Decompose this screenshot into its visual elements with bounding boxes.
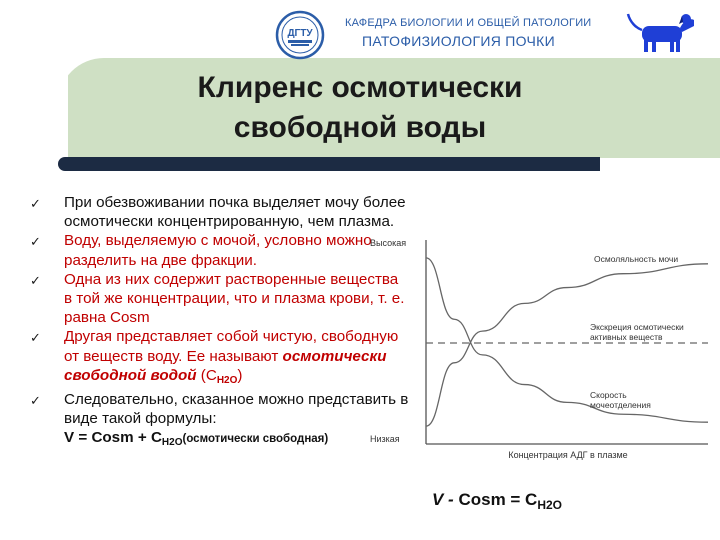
- formula-main: Cosm = C: [458, 490, 538, 509]
- checkmark-icon: ✓: [30, 393, 41, 409]
- bullet-4-italic: осмотически свободной водой: [64, 347, 387, 384]
- legend-urine-osmolality: Осмоляльность мочи: [594, 254, 679, 264]
- formula-v: V -: [432, 490, 459, 509]
- adh-chart: [368, 232, 720, 464]
- bullet-2: [30, 231, 410, 269]
- bullet-5-formula-subscript: H2O: [161, 437, 183, 449]
- bullet-1-text: При обезвоживании почка выделяет мочу более осмотически концентрированную, чем плазма.: [64, 194, 406, 231]
- legend-osmotic-excretion: Экскреция осмотически активных веществ: [590, 322, 684, 342]
- bullet-3: [30, 270, 410, 328]
- slide-title: [150, 68, 570, 148]
- header-bar: [0, 0, 720, 58]
- bullet-4: [30, 327, 410, 390]
- checkmark-icon: ✓: [30, 196, 41, 211]
- logo-text: ДГТУ: [287, 28, 313, 39]
- legend-osmotic-excretion-box: [590, 322, 718, 352]
- bullet-5-text: Следовательно, сказанное можно представить в виде такой формулы:: [64, 391, 409, 428]
- title-divider: [58, 157, 600, 171]
- title-line-1: Клиренс осмотически: [197, 71, 523, 104]
- legend-urine-flow-rate: Скорость мочеотделения: [590, 390, 651, 410]
- dachshund-icon: [624, 10, 696, 54]
- bullet-5-formula: V = Cosm + C: [64, 429, 162, 447]
- bullet-list: [30, 193, 410, 453]
- bullet-4-paren-open: (С: [196, 366, 217, 384]
- bullet-2-text: Воду, выделяемую с мочой, условно можно разделить на две фракции.: [64, 232, 372, 269]
- bullet-1: [30, 193, 410, 231]
- title-line-2: свободной воды: [233, 111, 487, 144]
- department-name: КАФЕДРА БИОЛОГИИ И ОБЩЕЙ ПАТОЛОГИИ: [345, 17, 592, 29]
- x-axis-label: Концентрация АДГ в плазме: [508, 450, 628, 460]
- legend-urine-flow-box: [590, 390, 680, 420]
- y-bottom-label: Низкая: [370, 434, 400, 444]
- right-formula: [432, 490, 562, 512]
- bullet-4-paren-close: ): [237, 366, 243, 384]
- checkmark-icon: ✓: [30, 234, 41, 250]
- bullet-5-formula-tail: (осмотически свободная): [182, 433, 329, 446]
- bullet-3-text: Одна из них содержит растворенные вещества в той же концентрации, что и плазма крови, т. е. равна Cosm: [64, 270, 405, 327]
- bullet-4-text: Другая представляет собой чистую, свободную от веществ воду. Ее называют: [64, 328, 399, 365]
- panel-notch: [58, 58, 68, 158]
- course-name: ПАТОФИЗИОЛОГИЯ ПОЧКИ: [362, 33, 555, 49]
- university-logo: [275, 10, 325, 60]
- bullet-5: [30, 390, 410, 453]
- y-top-label: Высокая: [370, 238, 407, 248]
- formula-subscript: H2O: [537, 498, 563, 512]
- bullet-4-subscript: H2O: [216, 374, 238, 386]
- checkmark-icon: ✓: [30, 330, 41, 346]
- checkmark-icon: ✓: [30, 272, 41, 288]
